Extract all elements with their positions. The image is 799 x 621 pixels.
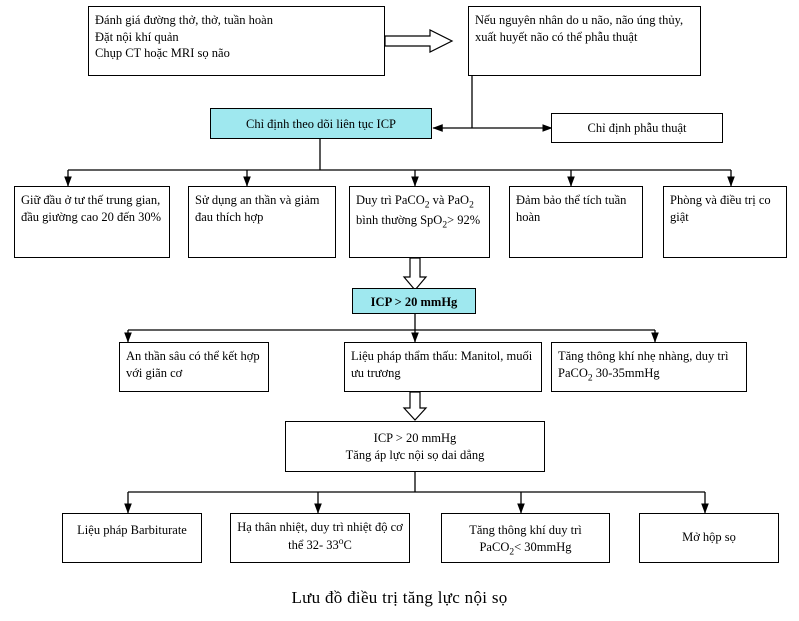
node-surgical-cause: Nếu nguyên nhân do u não, não úng thủy, xuất huyết não có thể phẫu thuật [468, 6, 701, 76]
node-initial-assessment: Đánh giá đường thở, thở, tuần hoàn Đặt nội khí quản Chụp CT hoặc MRI sọ não [88, 6, 385, 76]
node-maintain-gases: Duy trì PaCO$_2$ và PaO$_2$ bình thường SpO$_2$> 92% [349, 186, 490, 258]
node-sedation-analgesia: Sử dụng an thần và giảm đau thích hợp [188, 186, 336, 258]
node-osmotic-therapy: Liệu pháp thẩm thấu: Manitol, muối ưu trương [344, 342, 542, 392]
node-surgery-indication: Chỉ định phẫu thuật [551, 113, 723, 143]
node-barbiturate-therapy: Liệu pháp Barbiturate [62, 513, 202, 563]
node-icp-monitoring-indication: Chỉ định theo dõi liên tục ICP [210, 108, 432, 139]
node-decompressive-craniectomy: Mở hộp sọ [639, 513, 779, 563]
node-icp-threshold-1: ICP > 20 mmHg [352, 288, 476, 314]
node-seizure-prevention: Phòng và điều trị co giật [663, 186, 787, 258]
node-head-position: Giữ đầu ở tư thế trung gian, đầu giường cao 20 đến 30% [14, 186, 170, 258]
node-deep-sedation: An thần sâu có thể kết hợp với giãn cơ [119, 342, 269, 392]
node-deep-hyperventilation: Tăng thông khí duy trì PaCO$_2$< 30mmHg [441, 513, 610, 563]
node-ensure-circulating-volume: Đảm bảo thể tích tuần hoàn [509, 186, 643, 258]
node-refractory-icp: ICP > 20 mmHg Tăng áp lực nội sọ dai dẳng [285, 421, 545, 472]
node-mild-hyperventilation: Tăng thông khí nhẹ nhàng, duy trì PaCO$_2$ 30-35mmHg [551, 342, 747, 392]
node-hypothermia: Hạ thân nhiệt, duy trì nhiệt độ cơ thể 32- 33$^o$C [230, 513, 410, 563]
diagram-caption: Lưu đồ điều trị tăng lực nội sọ [291, 588, 508, 607]
